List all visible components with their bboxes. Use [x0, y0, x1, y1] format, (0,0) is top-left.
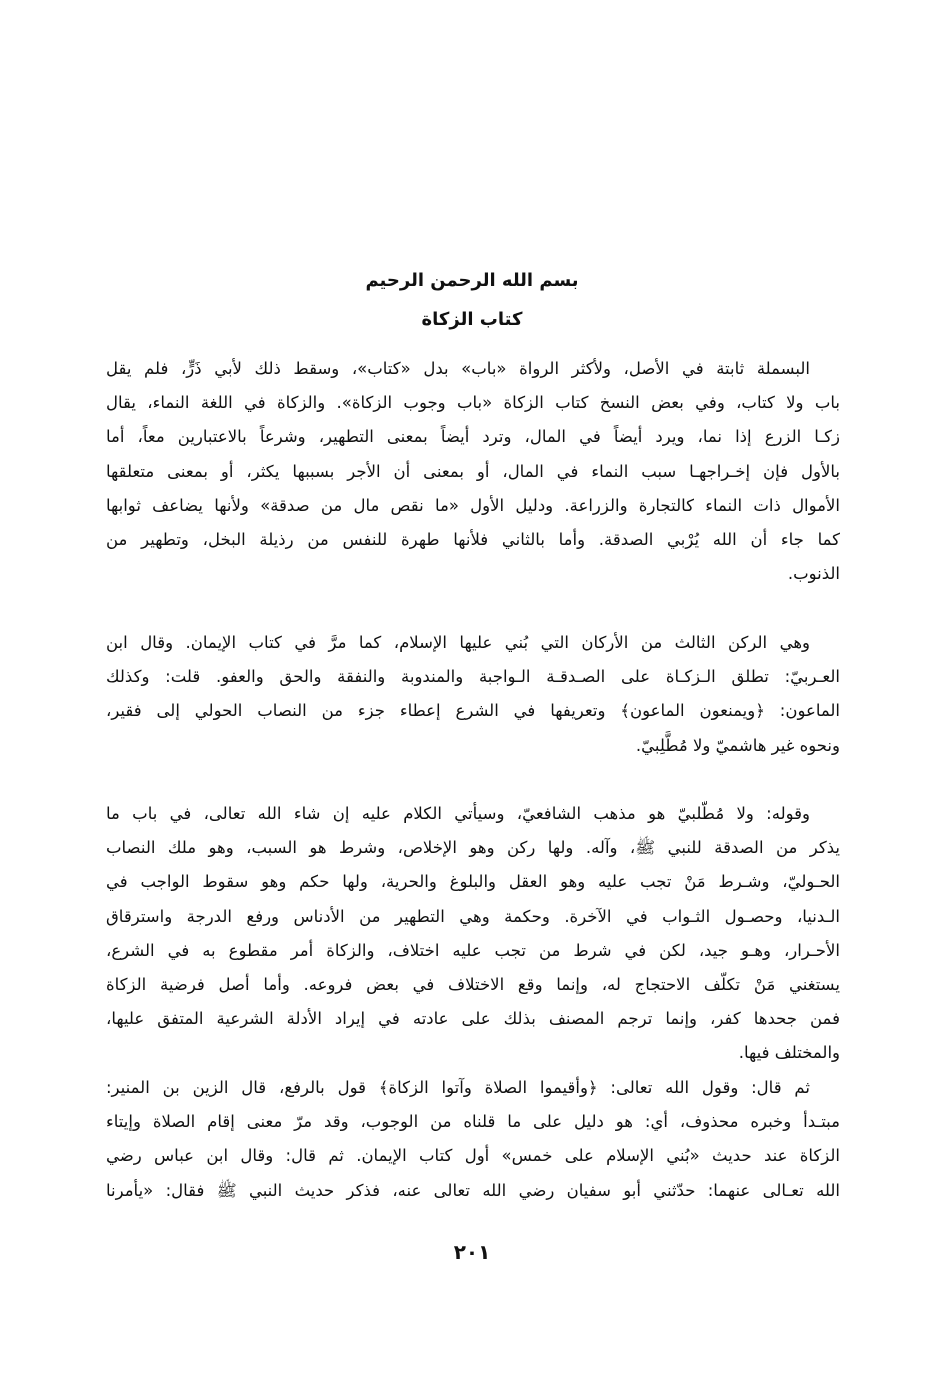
paragraph-3	[106, 797, 840, 1071]
basmala-heading: بسم الله الرحمن الرحيم	[365, 270, 579, 291]
text-line: مبتـدأ وخبره محذوف، أي: هو دليل على ما قلناه من الوجوب، وقد مرّ معنى إقام الصلاة وإيتاء	[106, 1112, 840, 1132]
text-line: الأموال ذات النماء كالتجارة والزراعة. ودليل الأول «ما نقص مال من صدقة» ولأنها يضاعف ثوابها	[106, 495, 840, 515]
text-line: باب ولا كتاب، وفي بعض النسخ كتاب الزكاة «باب وجوب الزكاة». والزكاة في اللغة النماء، يقال	[106, 393, 840, 413]
paragraph-1	[106, 352, 840, 591]
text-line: والمختلف فيها.	[738, 1043, 840, 1063]
text-line: يستغني مَنْ تكلّف الاحتجاج له، وإنما وقع الاختلاف في بعض فروعه. وأما أصل فرضية الزكاة	[106, 974, 840, 994]
text-line: يذكر من الصدقة للنبي ﷺ، وآله. ولها ركن وهو الإخلاص، وشرط هو السبب، وهو ملك النصاب	[106, 838, 840, 858]
text-line: وقوله: ولا مُطّلبيّ هو مذهب الشافعيّ، وسيأتي الكلام عليه إن شاء الله تعالى، في باب ما	[106, 804, 810, 823]
text-line: بالأول فإن إخـراجهـا سبب النماء في المال، أو بمعنى أن الأجر بسببها يكثر، أو بمعنى متعلقها	[106, 461, 840, 481]
text-line: كما جاء أن الله يُرْبي الصدقة. وأما بالثاني فلأنها طهرة للنفس من رذيلة البخل، وتطهير من	[106, 529, 840, 549]
text-line: فمن جحدها كفر، وإنما ترجم المصنف بذلك على عادته في إيراد الأدلة الشرعية المتفق عليها،	[106, 1009, 840, 1029]
text-line: ونحوه غير هاشميّ ولا مُطَّلِبيّ.	[635, 735, 840, 755]
text-line: وهي الركن الثالث من الأركان التي بُني عليها الإسلام، كما مرَّ في كتاب الإيمان. وقال ابن	[106, 633, 810, 652]
paragraph-2	[106, 626, 840, 763]
text-line: الله تعـالى عنهما: حدّثني أبو سفيان رضي الله تعالى عنه، فذكر حديث النبي ﷺ فقال: «يأمرنا	[106, 1180, 840, 1200]
text-line: البسملة ثابتة في الأصل، ولأكثر الرواة «باب» بدل «كتاب»، وسقط ذلك لأبي ذَرٍّ، فلم يقل	[106, 359, 810, 378]
text-line: الماعون: ﴿ويمنعون الماعون﴾ وتعريفها في الشرع إعطاء جزء من النصاب الحولي إلى فقير،	[106, 701, 840, 721]
text-line: الحـوليّ، وشـرط مَنْ تجب عليه وهو العقل والبلوغ والحرية، ولها حكم وهو سقوط الواجب في	[106, 872, 840, 892]
text-line: الأحـرار، وهـو جيد، لكن في شرط من تجب عليه اختلاف، والزكاة أمر مقطوع به في الشرع،	[106, 940, 840, 960]
text-line: زكـا الزرع إذا نما، ويرد أيضاً في المال، وترد أيضاً بمعنى التطهير، وشرعاً بالاعتبارين معاً، أما	[106, 427, 840, 447]
text-line: الذنوب.	[787, 564, 840, 584]
chapter-title: كتاب الزكاة	[421, 309, 523, 330]
text-line: العـربيّ: تطلق الـزكـاة على الصـدقـة الـواجبة والمندوبة والنفقة والحق والعفو. قلت: وكذلك	[106, 667, 840, 687]
text-line: ثم قال: وقول الله تعالى: ﴿وأقيموا الصلاة وآتوا الزكاة﴾ قول بالرفع، قال الزين بن المنير:	[106, 1078, 810, 1097]
text-line: الزكاة عند حديث «بُني الإسلام على خمس» أول كتاب الإيمان. ثم قال: وقال ابن عباس رضي	[106, 1146, 840, 1166]
text-line: الـدنيا، وحصـول الثـواب في الآخرة. وحكمة وهي التطهير من الأدناس ورفع الدرجة واسترقاق	[106, 906, 840, 926]
paragraph-4	[106, 1071, 840, 1208]
page-number: ٢٠١	[453, 1240, 491, 1264]
